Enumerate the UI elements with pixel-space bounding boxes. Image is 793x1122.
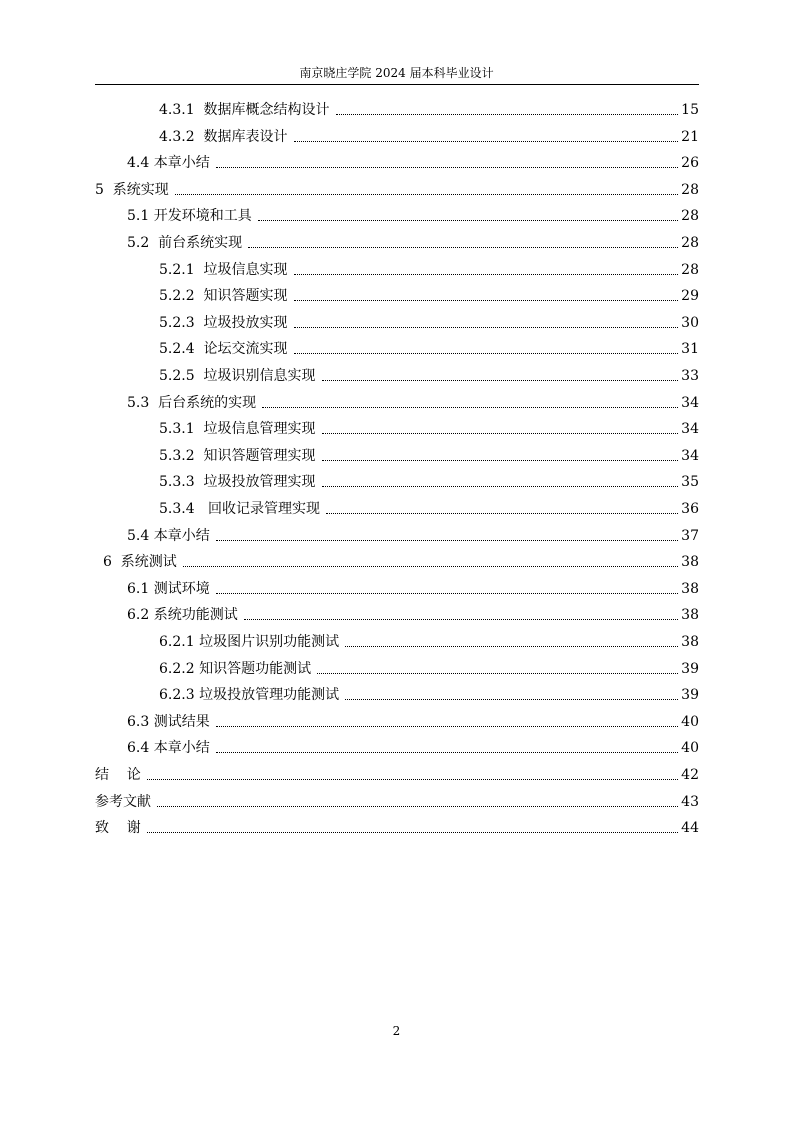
toc-entry-page: 42 <box>681 767 699 783</box>
toc-entry-page: 28 <box>681 235 699 251</box>
toc-entry[interactable] <box>127 528 699 544</box>
toc-leader-dots <box>294 326 679 328</box>
toc-entry[interactable] <box>127 155 699 171</box>
toc-entry-label: 5.2.3 垃圾投放实现 <box>159 314 288 331</box>
toc-entry[interactable] <box>127 235 699 251</box>
toc-leader-dots <box>248 246 678 248</box>
toc-leader-dots <box>216 751 678 753</box>
header-rule <box>95 84 699 85</box>
toc-entry-page: 33 <box>681 368 699 384</box>
toc-entry[interactable] <box>127 581 699 597</box>
toc-entry-label: 6 系统测试 <box>103 554 177 571</box>
toc-entry-page: 26 <box>681 155 699 172</box>
toc-entry-page: 34 <box>681 447 699 464</box>
toc-entry-label: 6.2.3 垃圾投放管理功能测试 <box>159 687 340 704</box>
toc-entry[interactable] <box>127 395 699 411</box>
toc-entry-page: 31 <box>681 341 699 358</box>
toc-leader-dots <box>244 618 678 620</box>
toc-leader-dots <box>262 406 678 408</box>
toc-leader-dots <box>336 113 679 115</box>
toc-entry-page: 34 <box>681 421 699 438</box>
toc-entry[interactable] <box>159 634 699 650</box>
toc-entry-label: 4.4 本章小结 <box>127 155 210 172</box>
toc-entry-label: 5.2 前台系统实现 <box>127 235 243 251</box>
toc-entry[interactable] <box>127 714 699 730</box>
toc-entry-label: 5.4 本章小结 <box>127 527 210 544</box>
toc-entry-label: 4.3.2 数据库表设计 <box>159 128 288 145</box>
toc-entry[interactable] <box>159 448 699 464</box>
toc-entry-page: 36 <box>681 501 699 517</box>
toc-entry-page: 38 <box>681 607 699 624</box>
toc-entry-label: 6.2.2 知识答题功能测试 <box>159 660 312 677</box>
toc-leader-dots <box>216 166 678 168</box>
toc-entry-page: 15 <box>681 102 699 118</box>
toc-entry[interactable] <box>159 341 699 357</box>
toc-entry[interactable] <box>159 129 699 145</box>
toc-entry-page: 37 <box>681 527 699 544</box>
toc-leader-dots <box>157 805 678 807</box>
toc-entry[interactable] <box>95 794 699 810</box>
page-number: 2 <box>392 1024 401 1038</box>
toc-entry-page: 28 <box>681 181 699 198</box>
toc-entry[interactable] <box>159 687 699 703</box>
toc-entry-label: 6.1 测试环境 <box>127 580 210 597</box>
toc-leader-dots <box>345 698 678 700</box>
toc-leader-dots <box>294 140 679 142</box>
toc-entry-label: 5.2.5 垃圾识别信息实现 <box>159 368 316 384</box>
toc-entry-label: 结 论 <box>95 767 141 783</box>
toc-leader-dots <box>216 592 678 594</box>
toc-leader-dots <box>147 831 678 833</box>
toc-leader-dots <box>175 193 678 195</box>
toc-entry-label: 5.1 开发环境和工具 <box>127 208 252 225</box>
toc-entry-label: 5.2.1 垃圾信息实现 <box>159 261 288 278</box>
toc-entry-page: 39 <box>681 660 699 677</box>
toc-entry-page: 28 <box>681 261 699 278</box>
toc-entry-label: 致 谢 <box>95 820 141 837</box>
toc-entry-page: 40 <box>681 713 699 730</box>
toc-entry[interactable] <box>159 501 699 517</box>
toc-entry[interactable] <box>159 661 699 677</box>
toc-leader-dots <box>216 539 678 541</box>
running-header: 南京晓庄学院 2024 届本科毕业设计 <box>299 66 494 80</box>
toc-entry-label: 5.3 后台系统的实现 <box>127 394 257 411</box>
toc-leader-dots <box>322 432 679 434</box>
toc-leader-dots <box>345 645 678 647</box>
toc-entry[interactable] <box>95 820 699 836</box>
toc-leader-dots <box>322 379 679 381</box>
toc-entry[interactable] <box>95 767 699 783</box>
toc-entry-page: 38 <box>681 634 699 650</box>
toc-leader-dots <box>258 219 678 221</box>
toc-leader-dots <box>317 672 678 674</box>
toc-leader-dots <box>216 725 678 727</box>
toc-entry-label: 5.3.3 垃圾投放管理实现 <box>159 474 316 491</box>
toc-entry-label: 6.2 系统功能测试 <box>127 607 238 624</box>
toc-entry-label: 5 系统实现 <box>95 181 169 198</box>
toc-leader-dots <box>322 485 679 487</box>
toc-leader-dots <box>322 459 679 461</box>
toc-entry-label: 6.4 本章小结 <box>127 740 210 757</box>
toc-entry-label: 参考文献 <box>95 793 151 810</box>
toc-entry[interactable] <box>159 102 699 118</box>
toc-entry[interactable] <box>159 368 699 384</box>
toc-entry-page: 38 <box>681 580 699 597</box>
toc-leader-dots <box>294 299 679 301</box>
toc-entry-page: 39 <box>681 687 699 704</box>
toc-entry-page: 43 <box>681 793 699 810</box>
toc-entry-page: 30 <box>681 314 699 331</box>
toc-entry-page: 40 <box>681 740 699 757</box>
toc-entry-label: 5.3.2 知识答题管理实现 <box>159 447 316 464</box>
toc-entry[interactable] <box>159 262 699 278</box>
toc-leader-dots <box>147 778 678 780</box>
toc-entry[interactable] <box>127 607 699 623</box>
toc-entry[interactable] <box>103 554 699 570</box>
toc-entry-page: 21 <box>681 128 699 145</box>
toc-entry-page: 29 <box>681 288 699 305</box>
toc-entry-label: 6.2.1 垃圾图片识别功能测试 <box>159 634 340 650</box>
toc-entry-label: 6.3 测试结果 <box>127 713 210 730</box>
toc-entry[interactable] <box>127 740 699 756</box>
toc-entry-label: 5.3.1 垃圾信息管理实现 <box>159 421 316 438</box>
toc-entry[interactable] <box>159 288 699 304</box>
toc-entry[interactable] <box>159 421 699 437</box>
toc-entry-page: 44 <box>681 820 699 837</box>
toc-entry-label: 5.3.4 回收记录管理实现 <box>159 501 320 517</box>
toc-entry-page: 34 <box>681 394 699 411</box>
toc-leader-dots <box>326 512 678 514</box>
toc-entry[interactable] <box>159 474 699 490</box>
toc-entry[interactable] <box>159 315 699 331</box>
toc-entry-label: 4.3.1 数据库概念结构设计 <box>159 102 330 118</box>
toc-entry-label: 5.2.2 知识答题实现 <box>159 288 288 305</box>
toc-entry-label: 5.2.4 论坛交流实现 <box>159 341 288 358</box>
toc-entry-page: 35 <box>681 474 699 491</box>
toc-entry[interactable] <box>95 182 699 198</box>
toc-leader-dots <box>183 565 678 567</box>
toc-entry-page: 38 <box>681 554 699 571</box>
toc-entry[interactable] <box>127 208 699 224</box>
toc-entry-page: 28 <box>681 208 699 225</box>
toc-leader-dots <box>294 352 679 354</box>
toc-leader-dots <box>294 273 679 275</box>
